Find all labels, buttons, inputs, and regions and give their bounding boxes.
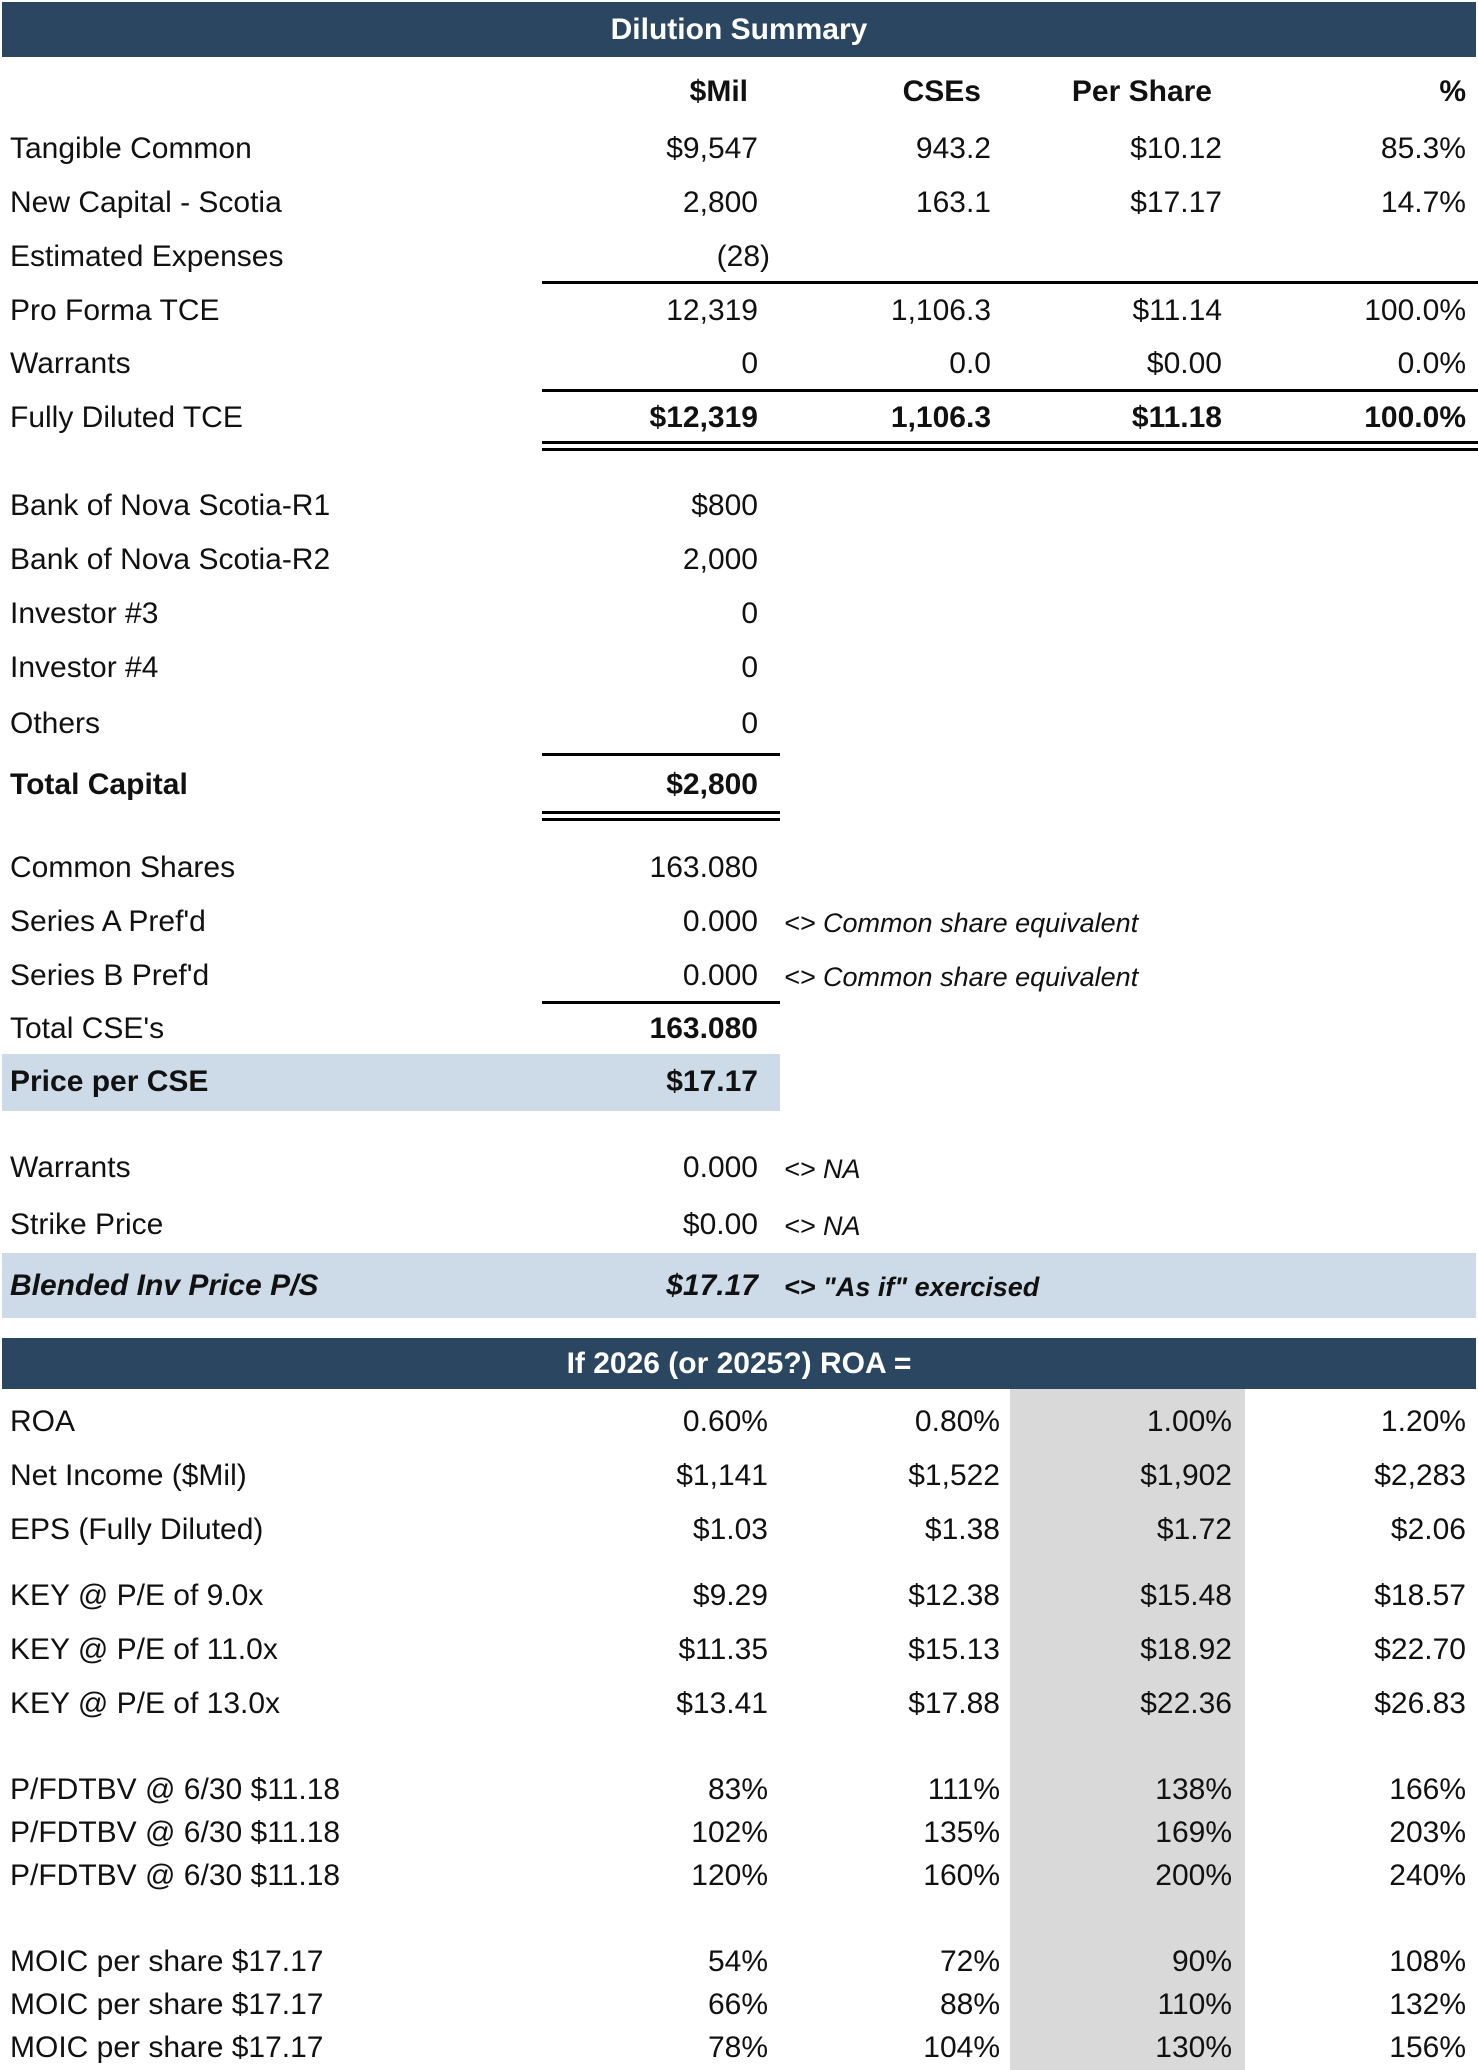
investor-value: $800 xyxy=(691,489,758,522)
row-cses: 1,106.3 xyxy=(890,401,991,434)
subtotal-rule xyxy=(542,281,1478,284)
roa-cell-roa-120: 240% xyxy=(1389,1859,1466,1892)
roa-row-label: KEY @ P/E of 13.0x xyxy=(10,1687,281,1720)
roa-cell-roa-080: $1,522 xyxy=(908,1459,1000,1492)
blended-price-value: $17.17 xyxy=(666,1269,758,1302)
row-pct: 100.0% xyxy=(1364,294,1466,327)
row-mil: 0 xyxy=(741,347,758,380)
row-label: Pro Forma TCE xyxy=(10,294,220,327)
share-label: Series A Pref'd xyxy=(10,905,206,938)
roa-row-label: KEY @ P/E of 9.0x xyxy=(10,1579,264,1612)
dilution-summary-title: Dilution Summary xyxy=(2,2,1476,57)
roa-cell-roa-060: 0.60% xyxy=(682,1405,768,1438)
row-mil: $12,319 xyxy=(649,401,758,434)
total-double-rule xyxy=(542,818,780,821)
roa-row-label: P/FDTBV @ 6/30 $11.18 xyxy=(10,1816,341,1849)
total-capital-value: $2,800 xyxy=(666,768,758,801)
row-pct: 100.0% xyxy=(1364,401,1466,434)
total-double-rule xyxy=(542,441,1478,444)
investor-label: Bank of Nova Scotia-R1 xyxy=(10,489,331,522)
roa-cell-roa-080: 88% xyxy=(939,1988,1000,2021)
roa-row-label: MOIC per share $17.17 xyxy=(10,1945,324,1978)
roa-row-label: P/FDTBV @ 6/30 $11.18 xyxy=(10,1773,341,1806)
investor-value: 0 xyxy=(741,597,758,630)
roa-cell-roa-100: 110% xyxy=(1157,1988,1232,2021)
header-mil: $Mil xyxy=(689,75,748,108)
row-mil: $9,547 xyxy=(666,132,758,165)
roa-cell-roa-060: $1,141 xyxy=(676,1459,768,1492)
share-value: 0.000 xyxy=(682,905,758,938)
share-value: 163.080 xyxy=(649,851,758,884)
roa-cell-roa-120: 1.20% xyxy=(1380,1405,1466,1438)
roa-cell-roa-120: $18.57 xyxy=(1374,1579,1466,1612)
blended-price-note: <> "As if" exercised xyxy=(784,1272,1040,1302)
roa-row-label: Net Income ($Mil) xyxy=(10,1459,247,1492)
investor-value: 0 xyxy=(741,651,758,684)
strike-price-note: <> NA xyxy=(784,1211,861,1241)
roa-cell-roa-080: $1.38 xyxy=(924,1513,1000,1546)
price-per-cse-label: Price per CSE xyxy=(10,1065,209,1098)
row-mil: 2,800 xyxy=(682,186,758,219)
header-per-share: Per Share xyxy=(1071,75,1212,108)
row-label: New Capital - Scotia xyxy=(10,186,282,219)
roa-cell-roa-080: 72% xyxy=(939,1945,1000,1978)
row-label: Fully Diluted TCE xyxy=(10,401,243,434)
roa-cell-roa-120: $26.83 xyxy=(1374,1687,1466,1720)
roa-cell-roa-100: $18.92 xyxy=(1140,1633,1232,1666)
row-per-share: $10.12 xyxy=(1130,132,1222,165)
roa-cell-roa-100: $1.72 xyxy=(1156,1513,1232,1546)
roa-cell-roa-060: 78% xyxy=(707,2031,768,2064)
price-per-cse-value: $17.17 xyxy=(666,1065,758,1098)
roa-table-title: If 2026 (or 2025?) ROA = xyxy=(2,1338,1476,1389)
share-label: Common Shares xyxy=(10,851,236,884)
row-per-share: $11.14 xyxy=(1132,294,1222,327)
roa-cell-roa-120: 156% xyxy=(1389,2031,1466,2064)
investor-label: Investor #3 xyxy=(10,597,159,630)
roa-cell-roa-100: $15.48 xyxy=(1140,1579,1232,1612)
roa-cell-roa-100: $1,902 xyxy=(1140,1459,1232,1492)
roa-cell-roa-100: $22.36 xyxy=(1140,1687,1232,1720)
roa-cell-roa-100: 130% xyxy=(1155,2031,1232,2064)
roa-cell-roa-100: 90% xyxy=(1171,1945,1232,1978)
roa-cell-roa-100: 200% xyxy=(1155,1859,1232,1892)
roa-cell-roa-060: 120% xyxy=(691,1859,768,1892)
roa-cell-roa-080: 160% xyxy=(923,1859,1000,1892)
roa-cell-roa-080: 111% xyxy=(927,1773,1000,1806)
roa-cell-roa-100: 169% xyxy=(1155,1816,1232,1849)
total-capital-label: Total Capital xyxy=(10,768,188,801)
investor-value: 2,000 xyxy=(682,543,758,576)
row-label: Tangible Common xyxy=(10,132,252,165)
row-pct: 14.7% xyxy=(1380,186,1466,219)
share-note: <> Common share equivalent xyxy=(784,962,1139,992)
roa-cell-roa-080: $17.88 xyxy=(908,1687,1000,1720)
roa-cell-roa-080: $12.38 xyxy=(908,1579,1000,1612)
roa-row-label: KEY @ P/E of 11.0x xyxy=(10,1633,278,1666)
roa-cell-roa-120: 166% xyxy=(1389,1773,1466,1806)
row-label: Warrants xyxy=(10,347,131,380)
roa-cell-roa-060: 83% xyxy=(707,1773,768,1806)
roa-cell-roa-100: 138% xyxy=(1155,1773,1232,1806)
roa-row-label: MOIC per share $17.17 xyxy=(10,2031,324,2064)
row-pct: 0.0% xyxy=(1397,347,1466,380)
roa-cell-roa-120: $2.06 xyxy=(1390,1513,1466,1546)
row-per-share: $11.18 xyxy=(1131,401,1222,434)
roa-cell-roa-080: 135% xyxy=(923,1816,1000,1849)
roa-cell-roa-080: $15.13 xyxy=(908,1633,1000,1666)
roa-cell-roa-060: $9.29 xyxy=(692,1579,768,1612)
warrants-value: 0.000 xyxy=(682,1151,758,1184)
row-cses: 1,106.3 xyxy=(890,294,991,327)
roa-row-label: MOIC per share $17.17 xyxy=(10,1988,324,2021)
roa-cell-roa-120: 203% xyxy=(1389,1816,1466,1849)
share-label: Series B Pref'd xyxy=(10,959,210,992)
investor-label: Bank of Nova Scotia-R2 xyxy=(10,543,331,576)
investor-value: 0 xyxy=(741,707,758,740)
row-pct: 85.3% xyxy=(1380,132,1466,165)
roa-cell-roa-080: 0.80% xyxy=(914,1405,1000,1438)
roa-row-label: P/FDTBV @ 6/30 $11.18 xyxy=(10,1859,341,1892)
warrants-label: Warrants xyxy=(10,1151,131,1184)
total-cse-label: Total CSE's xyxy=(10,1012,165,1045)
investor-label: Others xyxy=(10,707,101,740)
warrants-note: <> NA xyxy=(784,1154,861,1184)
row-mil: (28) xyxy=(716,240,770,273)
share-note: <> Common share equivalent xyxy=(784,908,1139,938)
strike-price-value: $0.00 xyxy=(682,1208,758,1241)
total-cse-value: 163.080 xyxy=(649,1012,758,1045)
roa-cell-roa-100: 1.00% xyxy=(1146,1405,1232,1438)
roa-cell-roa-060: $13.41 xyxy=(676,1687,768,1720)
row-label: Estimated Expenses xyxy=(10,240,284,273)
row-cses: 163.1 xyxy=(915,186,991,219)
roa-cell-roa-060: $11.35 xyxy=(678,1633,768,1666)
total-double-rule xyxy=(542,811,780,814)
roa-cell-roa-120: $22.70 xyxy=(1374,1633,1466,1666)
header-cses: CSEs xyxy=(902,75,981,108)
row-per-share: $0.00 xyxy=(1146,347,1222,380)
roa-cell-roa-060: 66% xyxy=(707,1988,768,2021)
subtotal-rule xyxy=(542,389,1478,392)
roa-cell-roa-120: 108% xyxy=(1389,1945,1466,1978)
roa-row-label: ROA xyxy=(10,1405,76,1438)
roa-cell-roa-080: 104% xyxy=(923,2031,1000,2064)
subtotal-rule xyxy=(542,753,780,756)
row-mil: 12,319 xyxy=(666,294,758,327)
investor-label: Investor #4 xyxy=(10,651,159,684)
row-per-share: $17.17 xyxy=(1130,186,1222,219)
roa-cell-roa-120: $2,283 xyxy=(1374,1459,1466,1492)
total-double-rule xyxy=(542,448,1478,451)
share-value: 0.000 xyxy=(682,959,758,992)
blended-price-label: Blended Inv Price P/S xyxy=(10,1269,319,1302)
roa-cell-roa-120: 132% xyxy=(1389,1988,1466,2021)
row-cses: 943.2 xyxy=(915,132,991,165)
roa-cell-roa-060: 54% xyxy=(707,1945,768,1978)
subtotal-rule xyxy=(542,1001,780,1004)
roa-cell-roa-060: 102% xyxy=(691,1816,768,1849)
header-pct: % xyxy=(1439,75,1466,108)
row-cses: 0.0 xyxy=(949,347,991,380)
roa-row-label: EPS (Fully Diluted) xyxy=(10,1513,264,1546)
strike-price-label: Strike Price xyxy=(10,1208,164,1241)
roa-cell-roa-060: $1.03 xyxy=(692,1513,768,1546)
